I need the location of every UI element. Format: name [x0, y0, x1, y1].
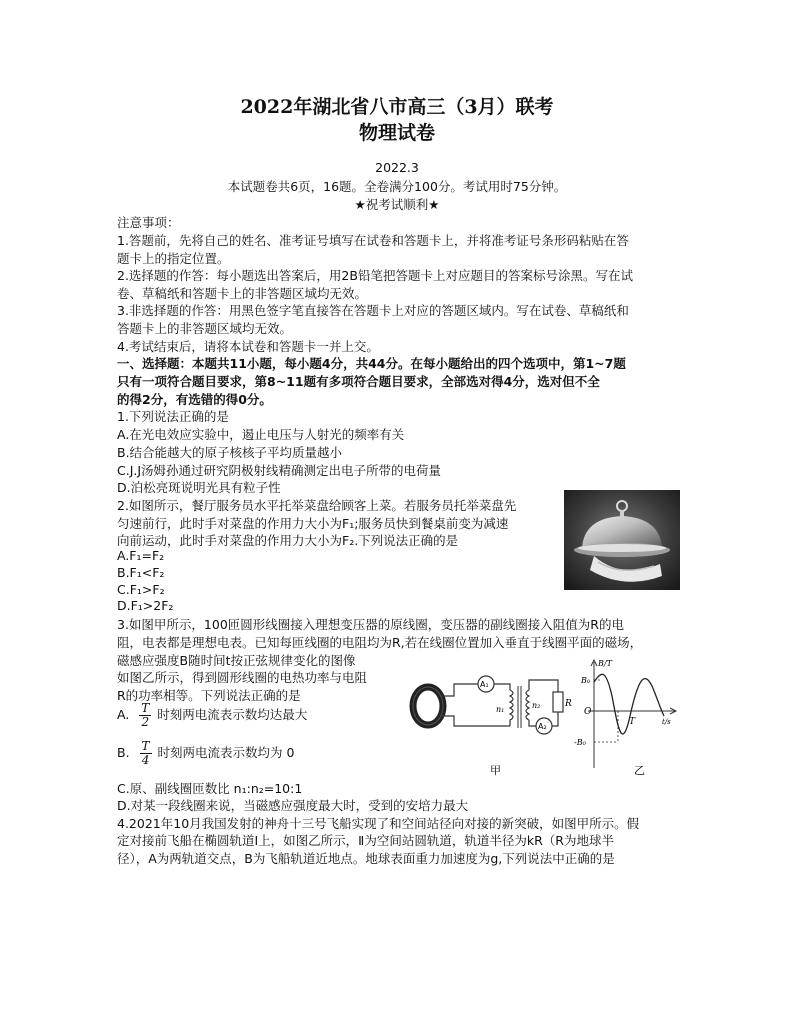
- q2-option-b: B.F₁<F₂: [117, 565, 165, 580]
- fraction-numerator: T: [141, 739, 150, 753]
- q4-stem: 4.2021年10月我国发射的神舟十三号飞船实现了和空间站径向对接的新突破，如图甲所示。假: [117, 816, 640, 831]
- q3-stem: R的功率相等。下列说法正确的是: [117, 688, 301, 703]
- q2-option-c: C.F₁>F₂: [117, 582, 165, 597]
- origin-label: O: [584, 707, 592, 717]
- q1-stem: 1.下列说法正确的是: [117, 409, 229, 424]
- axis-y-label: B/T: [598, 659, 612, 668]
- q3-stem: 如图乙所示，得到圆形线圈的电热功率与电阻: [117, 670, 368, 685]
- exam-date: 2022.3: [375, 160, 419, 175]
- q3-option-a-text: 时刻两电流表示数均达最大: [157, 707, 308, 722]
- fraction-denominator: 2: [141, 715, 150, 729]
- fraction-t-over-2: [139, 702, 151, 729]
- exam-wish: ★祝考试顺利★: [354, 197, 440, 212]
- notes-line: 4.考试结束后，请将本试卷和答题卡一并上交。: [117, 339, 379, 354]
- figure-label-yi: 乙: [634, 764, 645, 777]
- section-heading: 一、选择题：本题共11小题，每小题4分，共44分。在每小题给出的四个选项中，第1~7题: [117, 356, 626, 371]
- q3-option-a-prefix: A.: [117, 707, 130, 722]
- q2-stem: 向前运动，此时手对菜盘的作用力大小为F₂.下列说法正确的是: [117, 533, 459, 548]
- q2-stem: 2.如图所示，餐厅服务员水平托举菜盘给顾客上菜。若服务员托举菜盘先: [117, 498, 517, 513]
- neg-b0-label: -B₀: [574, 738, 586, 747]
- q2-option-a: A.F₁=F₂: [117, 548, 165, 563]
- notes-line: 卷、草稿纸和答题卡上的非答题区域均无效。: [117, 286, 368, 301]
- section-heading: 的得2分，有选错的得0分。: [117, 392, 272, 407]
- q4-stem: 径），A为两轨道交点，B为飞船轨道近地点。地球表面重力加速度为g,下列说法中正确的是: [117, 851, 615, 866]
- notes-line: 3.非选择题的作答：用黑色签字笔直接答在答题卡上对应的答题区域内。写在试卷、草稿纸和: [117, 303, 629, 318]
- notes-line: 1.答题前，先将自己的姓名、准考证号填写在试卷和答题卡上，并将准考证号条形码粘贴在答: [117, 233, 629, 248]
- fraction-numerator: T: [141, 701, 150, 715]
- waiter-dish-photo: [564, 490, 680, 590]
- ammeter-a2-label: A₂: [538, 722, 547, 731]
- q3-stem: 3.如图甲所示，100匝圆形线圈接入理想变压器的原线圈，变压器的副线圈接入阻值为R的电: [117, 617, 624, 632]
- q3-option-c: C.原、副线圈匝数比 n₁:n₂=10:1: [117, 781, 303, 796]
- fraction-t-over-4: [140, 740, 152, 767]
- q4-stem: 定对接前飞船在椭圆轨道Ⅰ上，如图乙所示，Ⅱ为空间站圆轨道，轨道半径为kR（R为地球半: [117, 833, 614, 848]
- notes-line: 答题卡上的非答题区域均无效。: [117, 321, 293, 336]
- notes-line: 2.选择题的作答：每小题选出答案后，用2B铅笔把答题卡上对应题目的答案标号涂黑。写在试: [117, 268, 633, 283]
- notes-heading: 注意事项：: [117, 215, 180, 230]
- q3-option-b-prefix: B.: [117, 745, 130, 760]
- q1-option-c: C.J.J汤姆孙通过研究阴极射线精确测定出电子所带的电荷量: [117, 463, 442, 478]
- period-label: T: [629, 717, 636, 727]
- q3-stem: 阻，电表都是理想电表。已知每匝线圈的电阻均为R,若在线圈位置加入垂直于线圈平面的磁场，: [117, 635, 643, 650]
- exam-info: 本试题卷共6页，16题。全卷满分100分。考试用时75分钟。: [227, 179, 567, 194]
- exam-title: 2022年湖北省八市高三（3月）联考: [240, 96, 554, 118]
- q1-option-d: D.泊松亮斑说明光具有粒子性: [117, 480, 281, 495]
- n1-label: n₁: [496, 705, 505, 714]
- q1-option-b: B.结合能越大的原子核核子平均质量越小: [117, 445, 343, 460]
- primary-coil: [510, 690, 513, 726]
- ammeter-a1-label: A₁: [480, 680, 489, 689]
- fraction-denominator: 4: [141, 753, 150, 767]
- notes-line: 题卡上的指定位置。: [117, 251, 230, 266]
- n2-label: n₂: [532, 701, 541, 710]
- secondary-coil: [526, 690, 529, 720]
- q1-option-a: A.在光电效应实验中，遏止电压与人射光的频率有关: [117, 427, 405, 442]
- b0-label: B₀: [581, 676, 591, 685]
- q2-option-d: D.F₁>2F₂: [117, 598, 174, 613]
- q3-figure: [408, 656, 682, 784]
- axis-x-label: t/s: [662, 718, 671, 726]
- q3-option-b-text: 时刻两电流表示数均为 0: [157, 745, 295, 760]
- q3-option-b: [117, 740, 294, 767]
- exam-subtitle: 物理试卷: [358, 122, 435, 144]
- q3-stem: 磁感应强度B随时间t按正弦规律变化的图像: [117, 653, 356, 668]
- q3-option-a: [117, 702, 307, 729]
- figure-label-jia: 甲: [490, 764, 501, 777]
- resistor-r: [553, 692, 563, 712]
- q3-option-d: D.对某一段线圈来说，当磁感应强度最大时，受到的安培力最大: [117, 798, 469, 813]
- resistor-label: R: [565, 699, 572, 709]
- section-heading: 只有一项符合题目要求，第8~11题有多项符合题目要求，全部选对得4分，选对但不全: [117, 374, 600, 389]
- q2-stem: 匀速前行，此时手对菜盘的作用力大小为F₁;服务员快到餐桌前变为减速: [117, 516, 509, 531]
